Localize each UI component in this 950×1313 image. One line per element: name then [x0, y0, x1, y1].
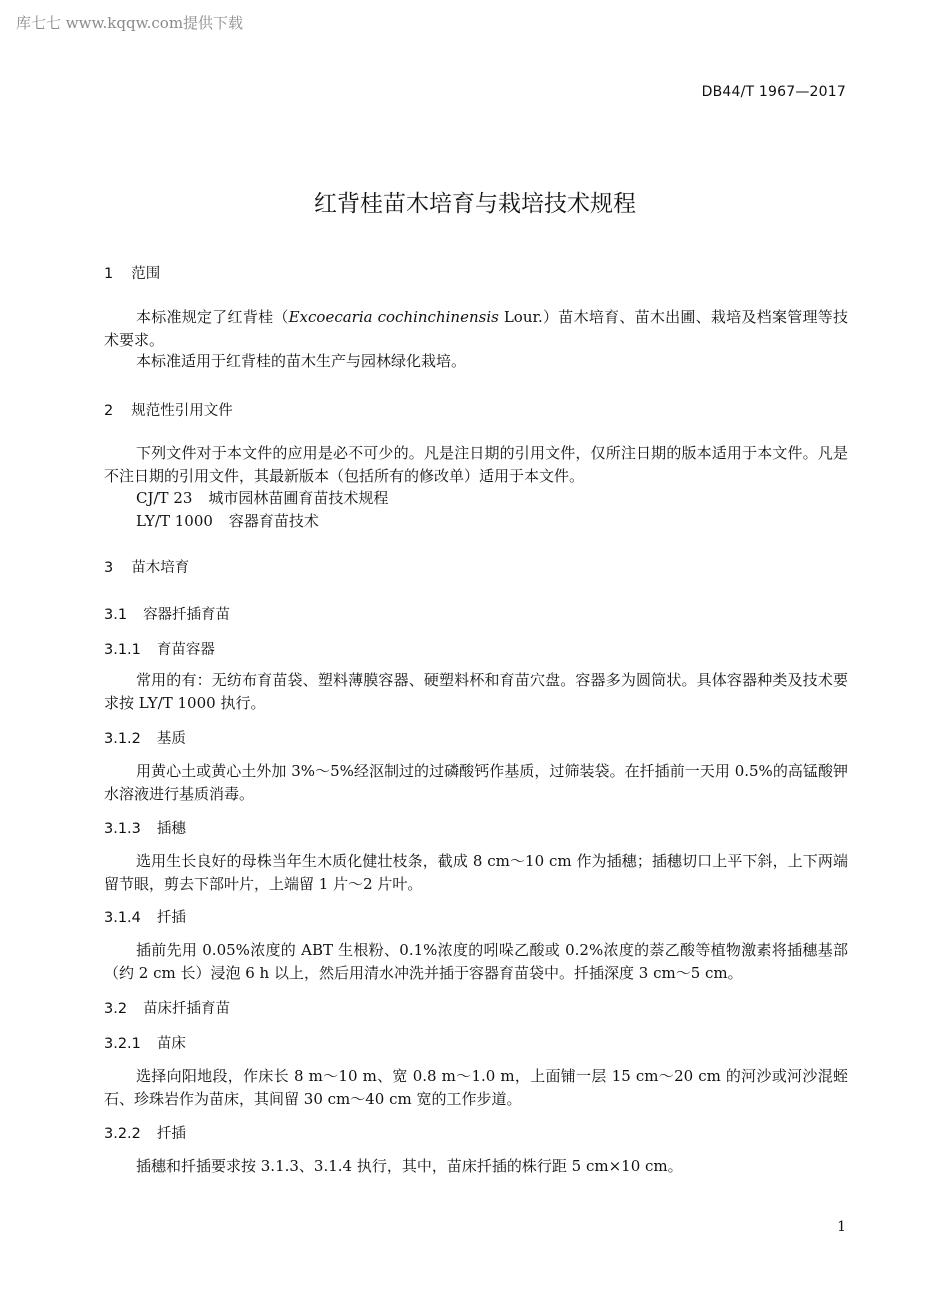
reference-item: CJ/T 23 城市园林苗圃育苗技术规程 [136, 489, 389, 507]
paragraph-3-2-1: 选择向阳地段，作床长 8 m～10 m、宽 0.8 m～1.0 m，上面铺一层 15 cm～20 cm 的河沙或河沙混蛭石、珍珠岩作为苗床，其间留 30 cm～40 cm 宽的工作步道。 [104, 1067, 848, 1108]
heading-number: 1 [104, 266, 114, 282]
heading-label: 范围 [131, 266, 161, 282]
paragraph-3-1-3: 选用生长良好的母株当年生木质化健壮枝条，截成 8 cm～10 cm 作为插穗；插穗切口上平下斜，上下两端留节眼，剪去下部叶片，上端留 1 片～2 片叶。 [104, 852, 848, 893]
paragraph-3-1-2: 用黄心土或黄心土外加 3%～5%经沤制过的过磷酸钙作基质，过筛装袋。在扦插前一天用 0.5%的高锰酸钾水溶液进行基质消毒。 [104, 762, 848, 803]
paragraph-3-1-1: 常用的有：无纺布育苗袋、塑料薄膜容器、硬塑料杯和育苗穴盘。容器多为圆筒状。具体容器种类及技术要求按 LY/T 1000 执行。 [104, 671, 848, 712]
heading-3-1-4: 3.1.4 扦插 [104, 910, 186, 926]
watermark: 库七七 www.kqqw.com提供下载 [16, 14, 244, 32]
heading-3-2: 3.2 苗床扦插育苗 [104, 1001, 231, 1017]
latin-name: Excoecaria cochinchinensis [288, 308, 499, 326]
heading-3-1: 3.1 容器扦插育苗 [104, 607, 231, 623]
heading-3-1-1: 3.1.1 育苗容器 [104, 642, 215, 658]
heading-1-scope [104, 262, 160, 283]
reference-item: LY/T 1000 容器育苗技术 [136, 512, 319, 530]
standard-number: DB44/T 1967—2017 [701, 84, 846, 100]
heading-3-1-3: 3.1.3 插穗 [104, 821, 186, 837]
heading-3-2-1: 3.2.1 苗床 [104, 1036, 186, 1052]
heading-3-2-2: 3.2.2 扦插 [104, 1126, 186, 1142]
paragraph-3-1-4: 插前先用 0.05%浓度的 ABT 生根粉、0.1%浓度的吲哚乙酸或 0.2%浓度的萘乙酸等植物激素将插穗基部（约 2 cm 长）浸泡 6 h 以上，然后用清水冲洗并插于容器育苗袋中。扦插深度 3 cm～5 cm。 [104, 941, 848, 982]
heading-3-seedling-cultivation: 3 苗木培育 [104, 560, 190, 576]
scope-paragraph-1: 本标准规定了红背桂（Excoecaria cochinchinensis Lour.）苗木培育、苗木出圃、栽培及档案管理等技术要求。 [104, 308, 848, 349]
page-number: 1 [837, 1219, 846, 1235]
heading-2-normative-references: 2 规范性引用文件 [104, 403, 233, 419]
references-paragraph: 下列文件对于本文件的应用是必不可少的。凡是注日期的引用文件，仅所注日期的版本适用于本文件。凡是不注日期的引用文件，其最新版本（包括所有的修改单）适用于本文件。 [104, 444, 848, 485]
paragraph-3-2-2: 插穗和扦插要求按 3.1.3、3.1.4 执行，其中，苗床扦插的株行距 5 cm×10 cm。 [136, 1157, 683, 1175]
document-title: 红背桂苗木培育与栽培技术规程 [314, 191, 636, 217]
heading-3-1-2: 3.1.2 基质 [104, 731, 186, 747]
scope-paragraph-2: 本标准适用于红背桂的苗木生产与园林绿化栽培。 [136, 352, 467, 370]
